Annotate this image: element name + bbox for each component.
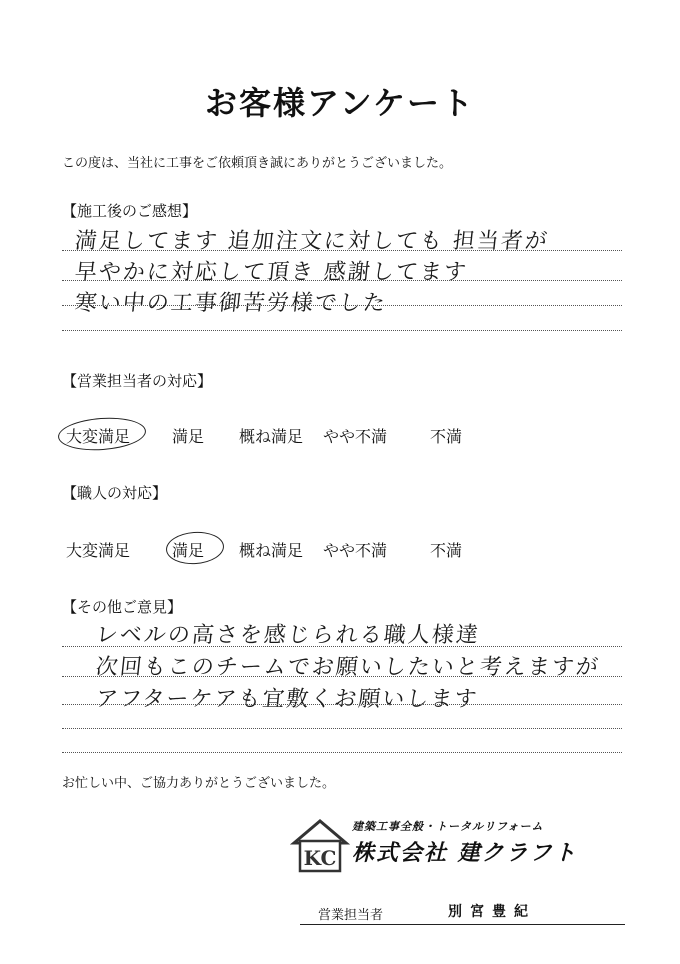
craftsman-option-mostly-satisfied[interactable]: 概ね満足 <box>239 541 304 560</box>
impressions-line-2: 早やかに対応して頂き 感謝してます <box>73 260 470 285</box>
craftsman-option-satisfied[interactable]: 満足 <box>172 541 205 560</box>
company-name: 株式会社 建クラフト <box>352 841 578 866</box>
sales-option-very-satisfied[interactable]: 大変満足 <box>66 427 131 446</box>
other-line-3: アフターケアも宜敷くお願いします <box>94 687 480 712</box>
page-title: お客様アンケート <box>204 84 476 122</box>
sales-option-slightly-dissatisfied[interactable]: やや不満 <box>323 427 388 446</box>
company-logo-icon <box>290 815 350 875</box>
impressions-line-1: 満足してます 追加注文に対しても 担当者が <box>73 229 551 254</box>
impressions-label: 【施工後のご感想】 <box>62 202 198 220</box>
sales-option-mostly-satisfied[interactable]: 概ね満足 <box>239 427 304 446</box>
intro-text: この度は、当社に工事をご依頼頂き誠にありがとうございました。 <box>62 156 453 171</box>
craftsman-option-dissatisfied[interactable]: 不満 <box>430 541 463 560</box>
closing-text: お忙しい中、ご協力ありがとうございました。 <box>62 776 336 791</box>
sales-option-satisfied[interactable]: 満足 <box>172 427 205 446</box>
other-rule-1 <box>62 646 622 647</box>
other-line-2: 次回もこのチームでお願いしたいと考えますが <box>94 655 602 680</box>
craftsman-response-label: 【職人の対応】 <box>62 484 168 502</box>
impressions-rule-1 <box>62 250 622 251</box>
sales-option-dissatisfied[interactable]: 不満 <box>430 427 463 446</box>
staff-name: 別宮豊紀 <box>448 904 536 920</box>
impressions-rule-3 <box>62 305 622 306</box>
craftsman-option-very-satisfied[interactable]: 大変満足 <box>66 541 131 560</box>
impressions-line-3: 寒い中の工事御苦労様でした <box>73 291 389 316</box>
company-logo-letters: KC <box>303 846 337 870</box>
impressions-rule-4 <box>62 330 622 331</box>
other-rule-3 <box>62 704 622 705</box>
other-rule-5 <box>62 752 622 753</box>
signature-rule <box>300 924 625 925</box>
staff-label: 営業担当者 <box>318 908 384 923</box>
other-comments-label: 【その他ご意見】 <box>62 598 183 616</box>
impressions-rule-2 <box>62 280 622 281</box>
other-line-1: レベルの高さを感じられる職人様達 <box>94 623 482 648</box>
craftsman-option-slightly-dissatisfied[interactable]: やや不満 <box>323 541 388 560</box>
sales-response-label: 【営業担当者の対応】 <box>62 372 213 390</box>
company-tagline: 建築工事全般・トータルリフォーム <box>352 820 544 833</box>
other-rule-4 <box>62 728 622 729</box>
other-rule-2 <box>62 676 622 677</box>
